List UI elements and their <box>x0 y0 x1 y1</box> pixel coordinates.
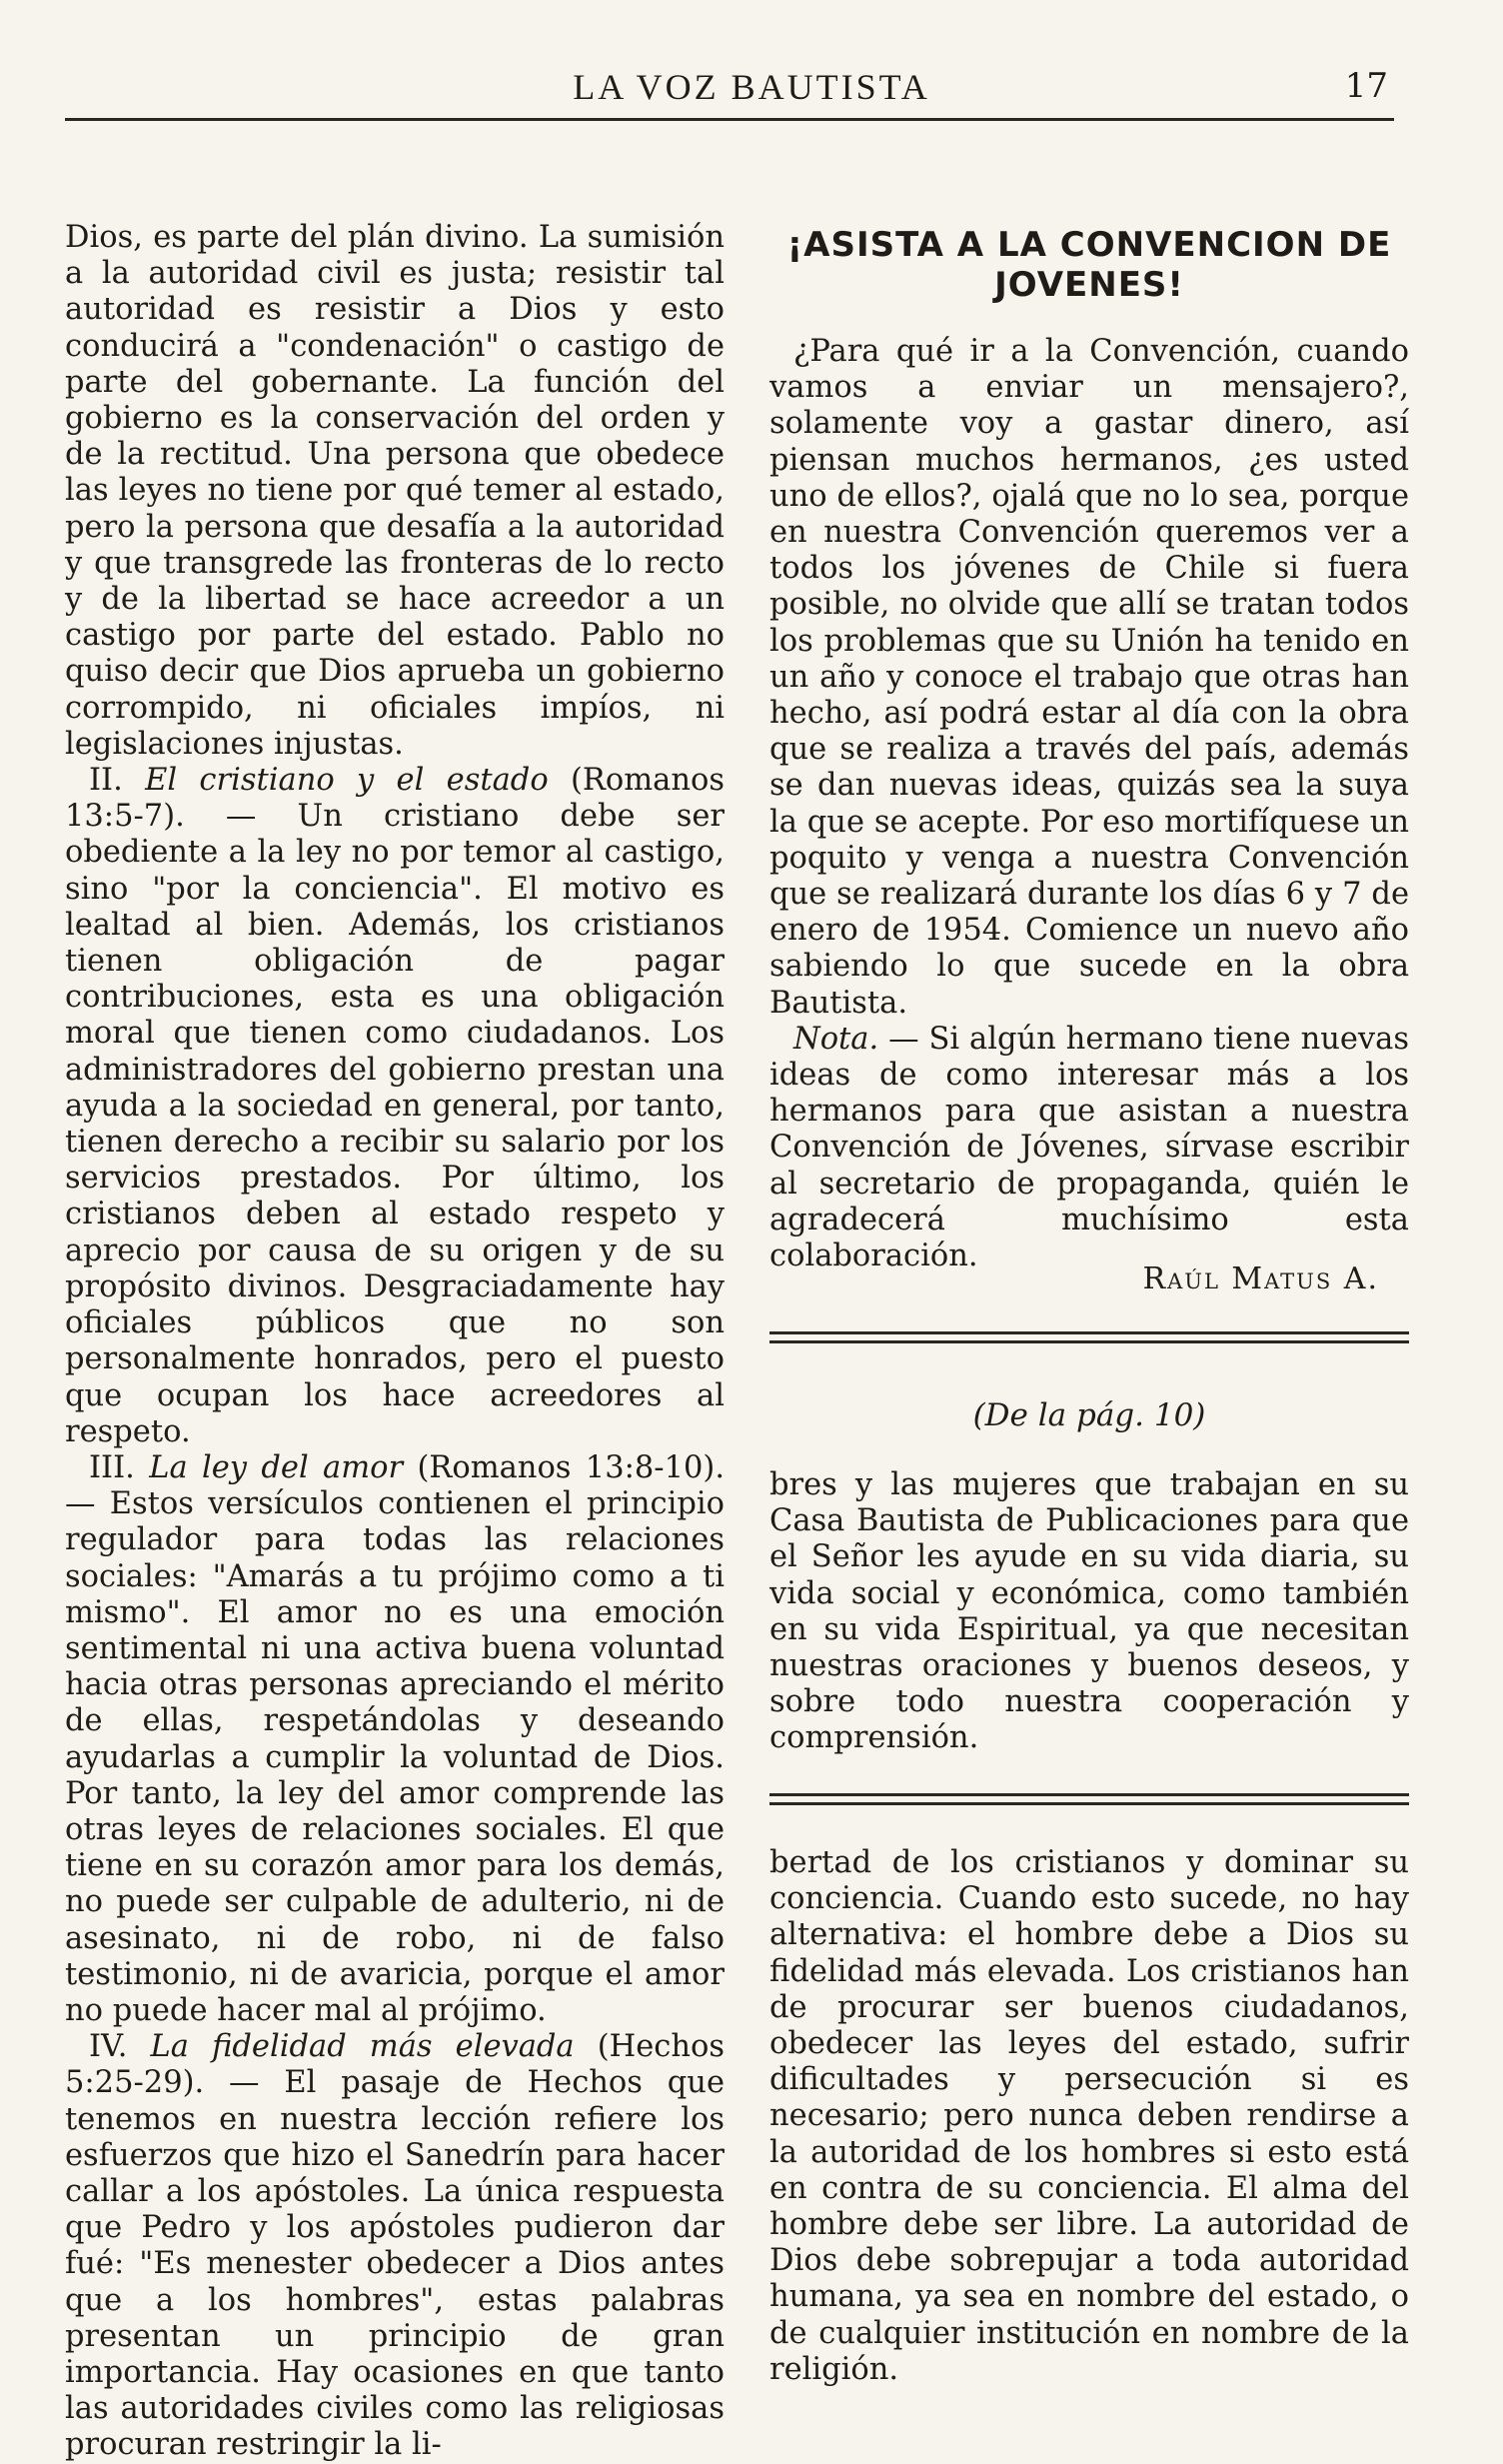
continued-article <box>769 1467 1409 1757</box>
lesson-paragraph-1: Dios, es parte del plán divino. La sumisión a la autoridad civil es justa; resistir tal autoridad es resistir a Dios y esto conducirá a "condenación" o castigo de parte del gobernante. La función del gobierno es la conservación del orden y de la rectitud. Una persona que obedece las leyes no tiene por qué temer al estado, pero la persona que desafía a la autoridad y que transgrede las fronteras de lo recto y de la libertad se hace acreedor a un castigo por parte del estado. Pablo no quiso decir que Dios aprueba un gobierno corrompido, ni oficiales impíos, ni legislaciones injustas. <box>65 220 725 762</box>
left-column <box>65 220 725 2464</box>
section-2-title: El cristiano y el estado <box>145 763 549 799</box>
section-divider-2 <box>769 1793 1409 1805</box>
section-divider-1 <box>769 1331 1409 1343</box>
section-3-body: (Romanos 13:8-10). — Estos versículos contienen el principio regulador para todas las relaciones sociales: "Amarás a tu prójimo como a ti mismo". El amor no es una emoción sentimental ni una activa buena voluntad hacia otras personas apreciando el mérito de ellas, respetándolas y deseando ayudarlas a cumplir la voluntad de Dios. Por tanto, la ley del amor comprende las otras leyes de relaciones sociales. El que tiene en su corazón amor para los demás, no puede ser culpable de adulterio, ni de asesinato, ni de robo, ni de falso testimonio, ni de avaricia, porque el amor no puede hacer mal al prójimo. <box>65 1449 726 2028</box>
note-label: Nota. <box>793 1021 879 1057</box>
convention-headline: ¡ASISTA A LA CONVENCION DE JOVENES! <box>786 225 1392 305</box>
running-header <box>0 66 1503 116</box>
lesson-section-3 <box>65 1450 725 2029</box>
section-3-title: La ley del amor <box>149 1449 404 1485</box>
lesson-section-4 <box>65 2029 725 2463</box>
section-4-body: (Hechos 5:25-29). — El pasaje de Hechos que tenemos en nuestra lección refiere los esfuerzos que hizo el Sanedrín para hacer callar a los apóstoles. La única respuesta que Pedro y los apóstoles pudieron dar fué: "Es menester obedecer a Dios antes que a los hombres", estas palabras presentan un principio de gran importancia. Hay ocasiones en que tanto las autoridades civiles como las religiosas procuran restringir la li- <box>65 2029 726 2463</box>
convention-paragraph: ¿Para qué ir a la Convención, cuando vamos a enviar un mensajero?, solamente voy a gastar dinero, así piensan muchos hermanos, ¿es usted uno de ellos?, ojalá que no lo sea, porque en nuestra Convención queremos ver a todos los jóvenes de Chile si fuera posible, no olvide que allí se tratan todos los problemas que su Unión ha tenido en un año y conoce el trabajo que otras han hecho, así podrá estar al día con la obra que se realiza a través del país, además se dan nuevas ideas, quizás sea la suya la que se acepte. Por eso mortifíquese un poquito y venga a nuestra Convención que se realizará durante los días 6 y 7 de enero de 1954. Comience un nuevo año sabiendo lo que sucede en la obra Bautista. <box>769 334 1409 1021</box>
header-rule <box>65 118 1394 121</box>
section-4-title: La fidelidad más elevada <box>150 2029 575 2065</box>
section-4-number: IV. <box>89 2029 128 2065</box>
lesson-continuation <box>769 1845 1409 2388</box>
section-2-body: (Romanos 13:5-7). — Un cristiano debe ser obediente a la ley no por temor al castigo, sino "por la conciencia". El motivo es lealtad al bien. Además, los cristianos tienen obligación de pagar contribuciones, esta es una obligación moral que tienen como ciudadanos. Los administradores del gobierno prestan una ayuda a la sociedad en general, por tanto, tienen derecho a recibir su salario por los servicios prestados. Por último, los cristianos deben al estado respeto y aprecio por causa de su origen y de su propósito divinos. Desgraciadamente hay oficiales públicos que no son personalmente honrados, pero el puesto que ocupan los hace acreedores al respeto. <box>65 763 725 1449</box>
section-3-number: III. <box>89 1449 135 1485</box>
continued-paragraph: bres y las mujeres que trabajan en su Casa Bautista de Publicaciones para que el Señor les ayude en su vida diaria, su vida social y económica, como también en su vida Espiritual, ya que necesitan nuestras oraciones y buenos deseos, y sobre todo nuestra cooperación y comprensión. <box>769 1467 1409 1756</box>
lesson-section-2 <box>65 763 725 1450</box>
lesson-continuation-paragraph: bertad de los cristianos y dominar su conciencia. Cuando esto sucede, no hay alternativa: el hombre debe a Dios su fidelidad más elevada. Los cristianos han de procurar ser buenos ciudadanos, obedecer las leyes del estado, sufrir dificultades y persecución si es necesario; pero nunca deben rendirse a la autoridad de los hombres si esto está en contra de su conciencia. El alma del hombre debe ser libre. La autoridad de Dios debe sobrepujar a toda autoridad humana, ya sea en nombre del estado, o de cualquier institución en nombre de la religión. <box>769 1845 1409 2387</box>
journal-title: LA VOZ BAUTISTA <box>573 67 930 107</box>
author-signature: Raúl Matus A. <box>1142 1261 1379 1296</box>
page-number: 17 <box>1344 66 1388 106</box>
continued-from-label: (De la pág. 10) <box>972 1397 1206 1433</box>
convention-note <box>769 1022 1409 1274</box>
note-body: — Si algún hermano tiene nuevas ideas de como interesar más a los hermanos para que asistan a nuestra Convención de Jóvenes, sírvase escribir al secretario de propaganda, quién le agradecerá muchísimo esta colaboración. <box>769 1021 1409 1274</box>
section-2-number: II. <box>89 763 123 799</box>
convention-article <box>769 334 1409 1274</box>
